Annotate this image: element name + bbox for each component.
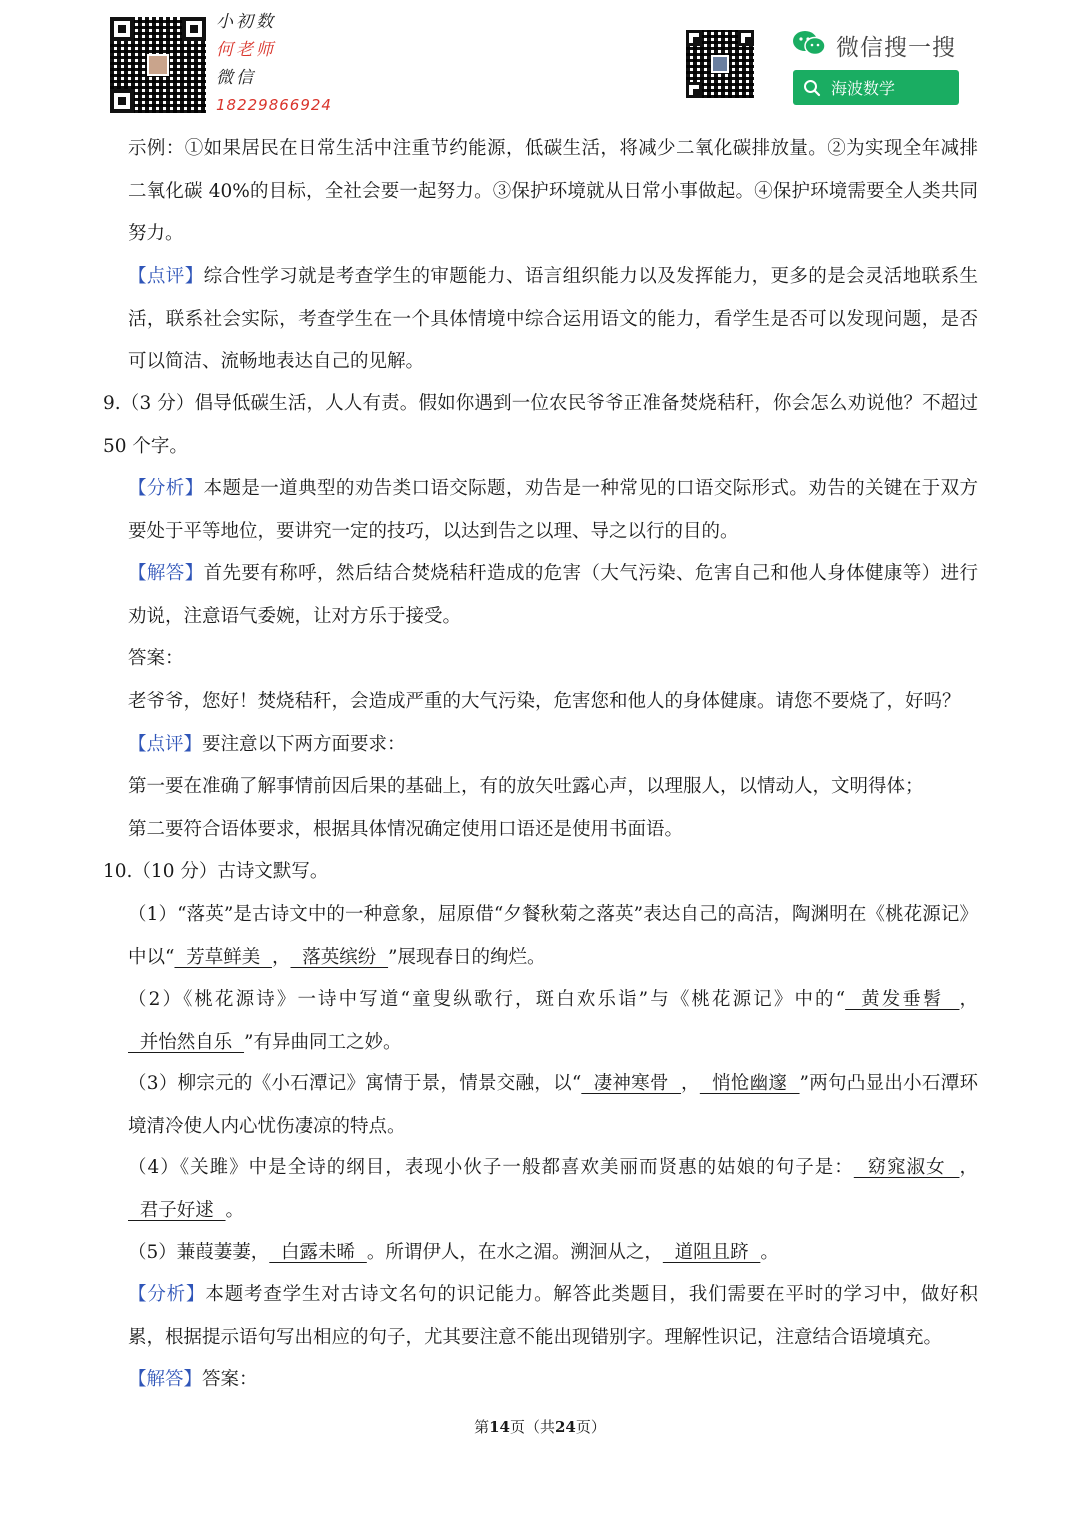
sub-question-1 bbox=[128, 894, 978, 979]
question-9 bbox=[103, 383, 978, 468]
answer-label-1 bbox=[128, 638, 978, 681]
answer-blank: 悄怆幽邃 bbox=[699, 1073, 800, 1094]
requirement-1 bbox=[128, 766, 978, 809]
solution-text: 答案： bbox=[202, 1369, 258, 1390]
avatar bbox=[147, 54, 169, 76]
answer-label-text: 答案： bbox=[128, 648, 184, 669]
sub-question-3 bbox=[128, 1063, 978, 1148]
contact-line-3: 微信 bbox=[216, 68, 256, 88]
analysis-text: 本题考查学生对古诗文名句的识记能力。解答此类题目，我们需要在平时的学习中，做好积累，根据提示语句写出相应的句子，尤其要注意不能出现错别字。理解性识记，注意结合语境填充。 bbox=[128, 1284, 978, 1348]
question-10 bbox=[103, 851, 978, 894]
question-10-text: 10.（10 分）古诗文默写。 bbox=[103, 861, 329, 882]
question-9-text: 9.（3 分）倡导低碳生活，人人有责。假如你遇到一位农民爷爷正准备焚烧秸秆，你会怎么劝说他？不超过 50 个字。 bbox=[103, 393, 978, 457]
sub-question-text: （5）蒹葭萋萋， bbox=[128, 1242, 270, 1263]
sub-question-text: ”两句凸显出小石潭环境清冷使人内心忧伤凄凉的特点。 bbox=[128, 1073, 978, 1137]
wechat-search-title: 微信搜一搜 bbox=[836, 35, 956, 61]
review-paragraph-2 bbox=[128, 724, 978, 767]
sub-question-4 bbox=[128, 1147, 978, 1232]
review-tag: 【点评】 bbox=[128, 734, 203, 755]
sub-question-text: 。 bbox=[225, 1199, 245, 1221]
answer-blank: 窈窕淑女 bbox=[853, 1157, 960, 1178]
page-number: 14 bbox=[489, 1418, 510, 1436]
page-total: 24 bbox=[555, 1418, 576, 1436]
sub-question-text: ， bbox=[959, 989, 978, 1010]
sub-question-text: （3）柳宗元的《小石潭记》寓情于景，情景交融，以“ bbox=[128, 1073, 582, 1094]
answer-blank: 道阻且跻 bbox=[662, 1242, 761, 1263]
sub-question-5 bbox=[128, 1232, 978, 1275]
answer-blank: 君子好逑 bbox=[128, 1199, 226, 1221]
answer-blank: 白露未晞 bbox=[269, 1242, 367, 1263]
search-icon bbox=[803, 79, 821, 97]
page-footer bbox=[0, 1416, 1080, 1437]
contact-qr-code[interactable] bbox=[110, 17, 206, 113]
sub-question-text: ”展现春日的绚烂。 bbox=[388, 946, 546, 968]
sub-question-text: 。 bbox=[760, 1242, 779, 1263]
analysis-text: 本题是一道典型的劝告类口语交际题，劝告是一种常见的口语交际形式。劝告的关键在于双方要处于平等地位，要讲究一定的技巧，以达到告之以理、导之以行的目的。 bbox=[128, 478, 978, 542]
sub-question-text: ， bbox=[272, 946, 291, 968]
contact-line-1: 小初数 bbox=[216, 12, 276, 32]
review-tag: 【点评】 bbox=[128, 266, 204, 287]
sub-question-text: 。所谓伊人，在水之湄。溯洄从之， bbox=[366, 1242, 663, 1263]
review-text: 要注意以下两方面要求： bbox=[202, 734, 406, 755]
requirement-1-text: 第一要在准确了解事情前因后果的基础上，有的放矢吐露心声，以理服人，以情动人，文明得体； bbox=[128, 776, 924, 797]
example-paragraph bbox=[128, 128, 978, 256]
answer-blank: 并怡然自乐 bbox=[128, 1031, 245, 1053]
wechat-logo-icon bbox=[792, 30, 826, 56]
review-paragraph-1 bbox=[128, 256, 978, 384]
solution-paragraph-1 bbox=[128, 553, 978, 638]
solution-text: 首先要有称呼，然后结合焚烧秸秆造成的危害（大气污染、危害自己和他人身体健康等）进行劝说，注意语气委婉，让对方乐于接受。 bbox=[128, 563, 978, 627]
wechat-qr-code[interactable] bbox=[686, 30, 754, 98]
analysis-tag: 【分析】 bbox=[128, 478, 204, 499]
footer-text: 第 bbox=[474, 1418, 490, 1436]
sub-question-text: ， bbox=[959, 1157, 978, 1178]
answer-9-text: 老爷爷，您好！焚烧秸秆，会造成严重的大气污染，危害您和他人的身体健康。请您不要烧了，好吗？ bbox=[128, 691, 961, 712]
answer-blank: 黄发垂髫 bbox=[845, 989, 960, 1010]
sub-question-text: （2）《桃花源诗》一诗中写道“童叟纵歌行，斑白欢乐诣”与《桃花源记》中的“ bbox=[128, 989, 846, 1010]
search-button-label: 海波数学 bbox=[831, 79, 896, 98]
answer-blank: 芳草鲜美 bbox=[174, 946, 272, 968]
contact-line-2: 何老师 bbox=[216, 40, 276, 60]
analysis-tag: 【分析】 bbox=[128, 1284, 206, 1305]
solution-tag: 【解答】 bbox=[128, 563, 204, 584]
analysis-paragraph-2 bbox=[128, 1274, 978, 1359]
sub-question-2 bbox=[128, 979, 978, 1064]
example-text: 示例：①如果居民在日常生活中注重节约能源，低碳生活，将减少二氧化碳排放量。②为实现全年减排二氧化碳 40%的目标，全社会要一起努力。③保护环境就从日常小事做起。④保护环境需要全人类共同努力。 bbox=[128, 138, 978, 245]
footer-text: 页） bbox=[575, 1418, 606, 1436]
solution-tag: 【解答】 bbox=[128, 1369, 203, 1390]
review-text: 综合性学习就是考查学生的审题能力、语言组织能力以及发挥能力，更多的是会灵活地联系生活，联系社会实际，考查学生在一个具体情境中综合运用语文的能力，看学生是否可以发现问题，是否可以简洁、流畅地表达自己的见解。 bbox=[128, 266, 978, 373]
solution-paragraph-2 bbox=[128, 1359, 978, 1402]
answer-blank: 落英缤纷 bbox=[290, 946, 389, 968]
sub-question-text: （1）“落英”是古诗文中的一种意象，屈原借“夕餐秋菊之落英”表达自己的高洁，陶渊明在《桃花源记》中以“ bbox=[128, 904, 978, 968]
requirement-2 bbox=[128, 809, 978, 852]
footer-text: 页（共 bbox=[509, 1418, 555, 1436]
answer-paragraph-9 bbox=[128, 681, 978, 724]
sub-question-text: ”有异曲同工之妙。 bbox=[244, 1031, 402, 1053]
sub-question-text: ， bbox=[681, 1073, 700, 1094]
search-button[interactable] bbox=[793, 70, 959, 105]
contact-phone: 18229866924 bbox=[216, 96, 332, 114]
answer-blank: 凄神寒骨 bbox=[581, 1073, 682, 1094]
analysis-paragraph-1 bbox=[128, 468, 978, 553]
requirement-2-text: 第二要符合语体要求，根据具体情况确定使用口语还是使用书面语。 bbox=[128, 819, 684, 840]
qr-center-image bbox=[711, 55, 729, 73]
sub-question-text: （4）《关雎》中是全诗的纲目，表现小伙子一般都喜欢美丽而贤惠的姑娘的句子是： bbox=[128, 1157, 854, 1178]
